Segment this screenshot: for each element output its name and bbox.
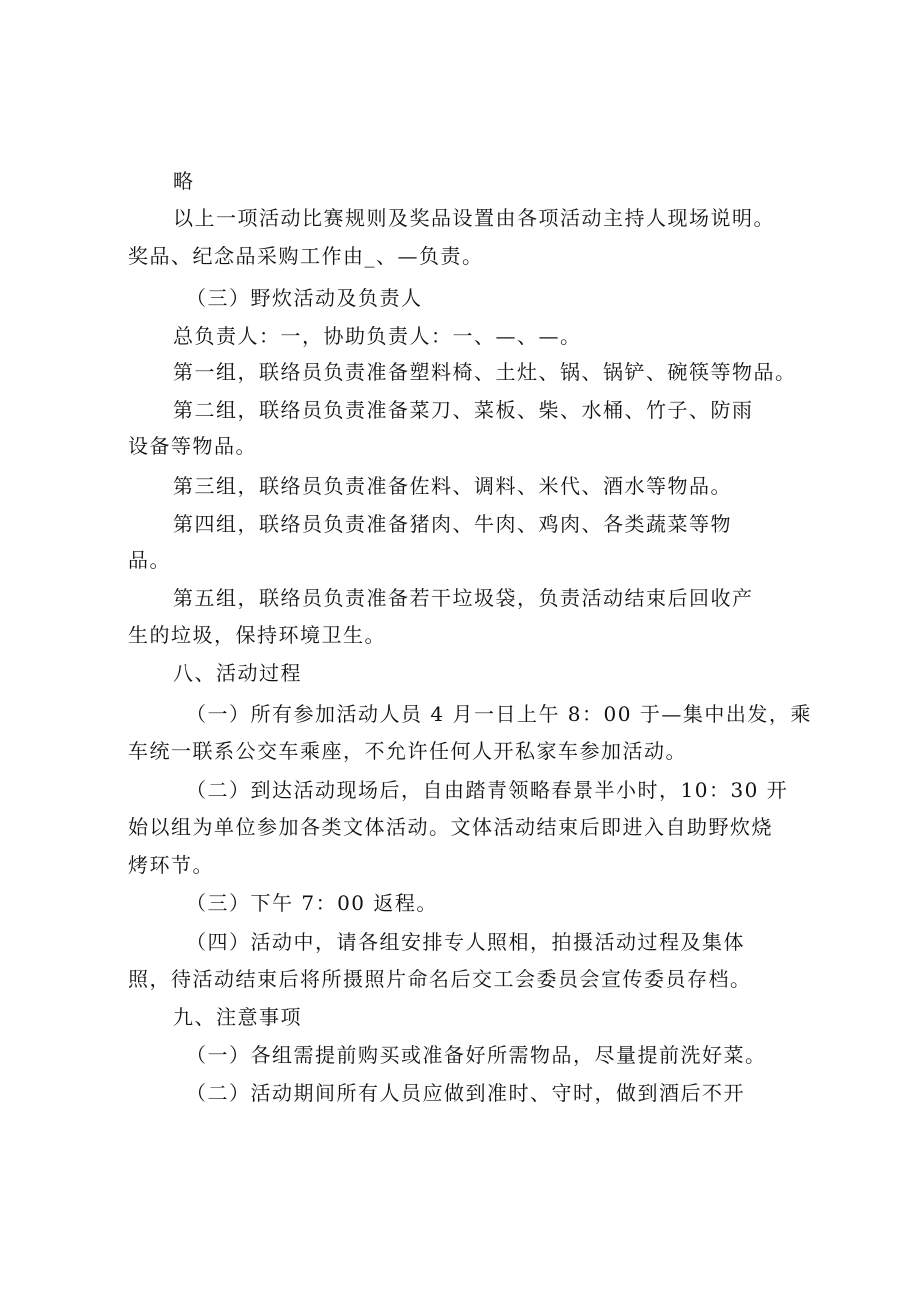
text-line: 设备等物品。 bbox=[128, 434, 257, 458]
text-line: 第三组，联络员负责准备佐料、调料、米代、酒水等物品。 bbox=[173, 474, 732, 498]
section-heading: （三）野炊活动及负责人 bbox=[186, 286, 423, 310]
text-line: （三）下午 7：00 返程。 bbox=[186, 891, 438, 915]
text-line: 以上一项活动比赛规则及奖品设置由各项活动主持人现场说明。 bbox=[173, 206, 775, 230]
text-line: 略 bbox=[173, 169, 195, 193]
text-line: 第二组，联络员负责准备菜刀、菜板、柴、水桶、竹子、防雨 bbox=[173, 398, 754, 422]
text-line: 第一组，联络员负责准备塑料椅、土灶、锅、锅铲、碗筷等物品。 bbox=[173, 360, 797, 384]
text-line: （一）所有参加活动人员 4 月一日上午 8：00 于—集中出发，乘 bbox=[186, 702, 812, 726]
text-line: 始以组为单位参加各类文体活动。文体活动结束后即进入自助野炊烧 bbox=[128, 815, 773, 839]
text-line: 照，待活动结束后将所摄照片命名后交工会委员会宣传委员存档。 bbox=[128, 967, 752, 991]
text-line: 第四组，联络员负责准备猪肉、牛肉、鸡肉、各类蔬菜等物 bbox=[173, 512, 732, 536]
text-line: （四）活动中，请各组安排专人照相，拍摄活动过程及集体 bbox=[186, 930, 745, 954]
text-line: 生的垃圾，保持环境卫生。 bbox=[128, 623, 386, 647]
text-line: 烤环节。 bbox=[128, 853, 214, 877]
text-line: 车统一联系公交车乘座，不允许任何人开私家车参加活动。 bbox=[128, 739, 687, 763]
text-line: 第五组，联络员负责准备若干垃圾袋，负责活动结束后回收产 bbox=[173, 586, 754, 610]
section-heading: 八、活动过程 bbox=[173, 661, 302, 685]
section-heading: 九、注意事项 bbox=[173, 1005, 302, 1029]
text-line: 奖品、纪念品采购工作由_、—负责。 bbox=[128, 244, 484, 268]
text-line: 品。 bbox=[128, 548, 171, 572]
text-line: （一）各组需提前购买或准备好所需物品，尽量提前洗好菜。 bbox=[186, 1043, 767, 1067]
text-line: 总负责人：一，协助负责人：一、—、—。 bbox=[173, 324, 582, 348]
text-line: （二）到达活动现场后，自由踏青领略春景半小时，10：30 开 bbox=[186, 778, 789, 802]
text-line: （二）活动期间所有人员应做到准时、守时，做到酒后不开 bbox=[186, 1081, 745, 1105]
